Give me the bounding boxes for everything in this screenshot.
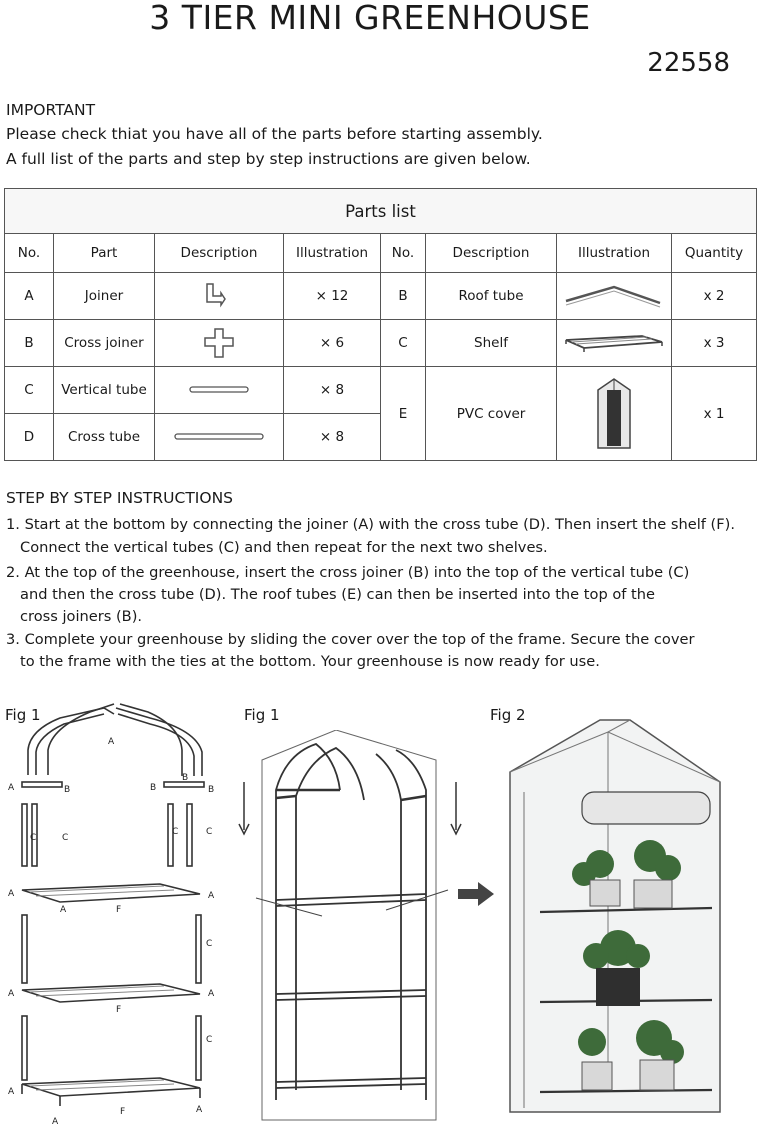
cross-tube-icon [155, 414, 284, 461]
header-description: Description [155, 234, 284, 273]
step-2-line-1: 2. At the top of the greenhouse, insert the cross joiner (B) into the top of the vertical tube (C) [6, 564, 690, 581]
part-desc: PVC cover [426, 367, 557, 461]
exploded-frame-diagram [0, 700, 240, 1130]
header-no: No. [5, 234, 54, 273]
label-a: A [8, 783, 15, 793]
label-a: A [196, 1105, 203, 1115]
label-f: F [116, 1005, 122, 1015]
part-no: C [5, 367, 54, 414]
parts-header-row [5, 234, 757, 273]
part-no: C [381, 320, 426, 367]
part-qty: × 6 [284, 320, 381, 367]
table-row [5, 320, 757, 367]
label-a: A [8, 989, 15, 999]
part-qty: × 8 [284, 367, 381, 414]
label-c: C [30, 833, 37, 843]
label-b: B [208, 785, 215, 795]
label-a: A [8, 889, 15, 899]
roof-tube-icon [557, 273, 672, 320]
part-name: Vertical tube [54, 367, 155, 414]
table-row [5, 273, 757, 320]
part-qty: × 12 [284, 273, 381, 320]
joiner-icon [155, 273, 284, 320]
part-qty: x 3 [672, 320, 757, 367]
model-number: 22558 [647, 48, 730, 78]
part-desc: Shelf [426, 320, 557, 367]
label-a: A [8, 1087, 15, 1097]
part-desc: Roof tube [426, 273, 557, 320]
label-f: F [120, 1107, 126, 1117]
step-2-line-2: and then the cross tube (D). The roof tubes (E) can then be inserted into the top of the [20, 586, 656, 603]
label-b: B [150, 783, 157, 793]
important-heading: IMPORTANT [6, 101, 96, 119]
header-no-2: No. [381, 234, 426, 273]
part-qty: x 1 [672, 367, 757, 461]
step-3-line-2: to the frame with the ties at the bottom. Your greenhouse is now ready for use. [20, 653, 600, 670]
step-1-line-1: 1. Start at the bottom by connecting the joiner (A) with the cross tube (D). Then insert the shelf (F). [6, 516, 735, 533]
table-row [5, 367, 757, 414]
header-part: Part [54, 234, 155, 273]
label-c: C [62, 833, 69, 843]
part-no: D [5, 414, 54, 461]
finished-greenhouse-image [500, 712, 732, 1126]
assembled-frame-diagram [236, 730, 476, 1125]
label-c: C [206, 827, 213, 837]
part-name: Joiner [54, 273, 155, 320]
header-illustration-2: Illustration [557, 234, 672, 273]
part-no: B [381, 273, 426, 320]
pvc-cover-icon [557, 367, 672, 461]
steps-heading: STEP BY STEP INSTRUCTIONS [6, 489, 234, 507]
label-a: A [108, 737, 115, 747]
important-line-2: A full list of the parts and step by step instructions are given below. [6, 150, 531, 168]
step-1-line-2: Connect the vertical tubes (C) and then repeat for the next two shelves. [20, 539, 548, 556]
step-3-line-1: 3. Complete your greenhouse by sliding the cover over the top of the frame. Secure the cover [6, 631, 695, 648]
important-line-1: Please check thiat you have all of the parts before starting assembly. [6, 125, 543, 143]
header-quantity: Quantity [672, 234, 757, 273]
cross-joiner-icon [155, 320, 284, 367]
fig-1-label-2: Fig 1 [244, 706, 280, 724]
part-name: Cross tube [54, 414, 155, 461]
fig-2-label: Fig 2 [490, 706, 526, 724]
part-no: E [381, 367, 426, 461]
parts-list-table [4, 188, 757, 461]
header-illustration: Illustration [284, 234, 381, 273]
vertical-tube-icon [155, 367, 284, 414]
step-2-line-3: cross joiners (B). [20, 608, 143, 625]
label-a: A [208, 891, 215, 901]
arrow-right-icon [456, 880, 496, 908]
page-title: 3 TIER MINI GREENHOUSE [149, 0, 591, 37]
label-a: A [52, 1117, 59, 1127]
part-no: A [5, 273, 54, 320]
shelf-icon [557, 320, 672, 367]
header-description-2: Description [426, 234, 557, 273]
part-name: Cross joiner [54, 320, 155, 367]
label-b: B [64, 785, 71, 795]
fig-1-label: Fig 1 [5, 706, 41, 724]
label-c: C [206, 1035, 213, 1045]
label-c: C [206, 939, 213, 949]
label-a: A [60, 905, 67, 915]
part-qty: × 8 [284, 414, 381, 461]
label-c: C [172, 827, 179, 837]
label-b: B [182, 773, 189, 783]
parts-list-caption: Parts list [5, 189, 757, 234]
part-qty: x 2 [672, 273, 757, 320]
label-a: A [208, 989, 215, 999]
part-no: B [5, 320, 54, 367]
label-f: F [116, 905, 122, 915]
